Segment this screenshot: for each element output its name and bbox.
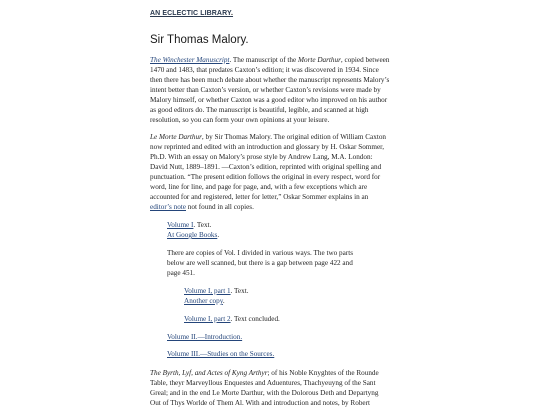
sommer-text-b: not found in all copies.	[186, 203, 254, 211]
volume-3-link[interactable]: Volume III.—Studies on the Sources.	[167, 350, 275, 358]
google-books-suffix: .	[217, 231, 220, 239]
intro-italic-title: Morte Darthur	[297, 56, 341, 64]
volume-1-part-1-suffix: . Text.	[230, 287, 249, 295]
site-title-period: .	[230, 10, 234, 17]
volume-1-suffix: . Text.	[193, 221, 212, 229]
volume-2-link[interactable]: Volume II.—Introduction.	[167, 333, 243, 341]
another-copy-link[interactable]: Another copy	[184, 297, 223, 305]
site-home-link[interactable]	[150, 9, 390, 19]
google-books-link[interactable]: At Google Books	[167, 231, 218, 239]
sommer-text-a: , by Sir Thomas Malory. The original edition of William Caxton now reprinted and edited with an introduction and glossary by H. Oskar Sommer, Ph.D. With an essay on Malory’s prose style by Andrew Lang, M.A. London: David Nutt, 1889–1891. —Caxton’s edition, reprinted with original spelling and punctuation. “The present edition follows the original in every respect, word for word, line for line, and page for page, and, with a few exceptions which are accounted for and registered, letter for letter,” Oskar Sommer explains in an	[150, 133, 387, 201]
byrth-italic-title: The Byrth, Lyf, and Actes of Kyng Arthyr	[150, 369, 268, 377]
intro-text-b: , copied between 1470 and 1483, that predates Caxton’s edition; it was discovered in 1934. Since then there has been much debate about whether the manuscript represents Malory’s intent better than Caxton’s version, or whether Caxton’s revisions were made by Malory himself, or whether Caxton was a good editor who improved on his author as good editors do. The manuscript is beautiful, legible, and scanned at high resolution, so you can form your own opinions at your leisure.	[150, 56, 390, 124]
winchester-paragraph	[150, 55, 390, 125]
byrth-text: ; of his Noble Knyghtes of the Rounde Table, theyr Marveyllous Enquestes and Aduentures, Thachyeuyng of the Sant Greal; and in the end Le Morte Darthur, with the Dolorous Deth and Departyng Out of Thys Worlde of Them Al. With and introduction and notes, by Robert	[150, 369, 379, 407]
page-title: Sir Thomas Malory.	[150, 34, 249, 46]
volume-2-entry	[167, 332, 367, 342]
volume-1-part-2-link[interactable]: Volume I, part 2	[184, 315, 231, 323]
volume-1-parts	[184, 286, 390, 324]
volume-1-note: There are copies of Vol. I divided in various ways. The two parts below are well scanned, but there is a gap between page 422 and page 451.	[167, 249, 354, 277]
volume-1-part-2-suffix: . Text concluded.	[230, 315, 280, 323]
page-content	[150, 0, 390, 408]
site-title[interactable]: AN ECLECTIC LIBRARY	[150, 10, 231, 17]
sommer-paragraph	[150, 132, 390, 212]
volume-1-link[interactable]: Volume I	[167, 221, 194, 229]
byrth-paragraph	[150, 368, 390, 408]
volume-3-entry	[167, 349, 367, 359]
volume-1-part-1-link[interactable]: Volume I, part 1	[184, 287, 231, 295]
volume-1-entry	[167, 220, 367, 278]
another-copy-suffix: .	[222, 297, 225, 305]
intro-text-a: . The manuscript of the	[229, 56, 298, 64]
sommer-italic-title: Le Morte Darthur	[150, 133, 202, 141]
editors-note-link[interactable]: editor’s note	[150, 203, 186, 211]
winchester-manuscript-link[interactable]: The Winchester Manuscript	[150, 56, 230, 64]
